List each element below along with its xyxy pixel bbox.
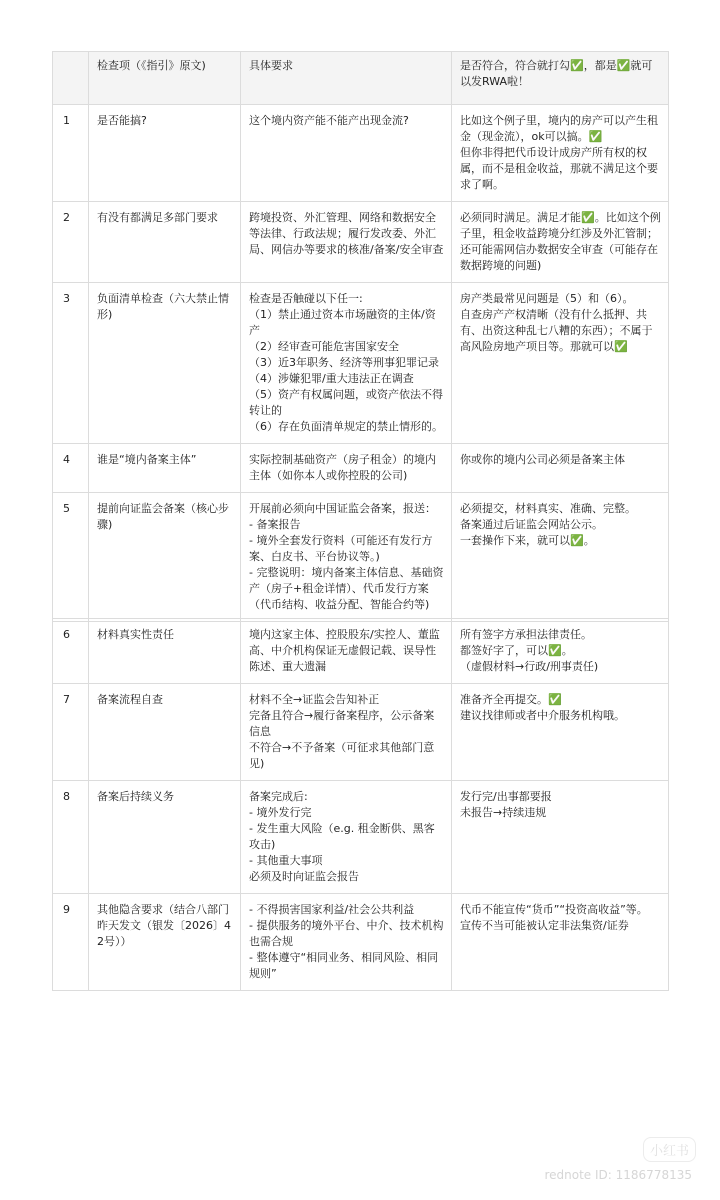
row-check: 必须提交，材料真实、准确、完整。 备案通过后证监会网站公示。 一套操作下来，就可以✅。 [452,493,669,622]
table-row [53,202,669,283]
row-number: 6 [53,619,89,684]
row-requirement: 这个境内资产能不能产出现金流? [241,105,452,202]
row-requirement: - 不得损害国家利益/社会公共利益 - 提供服务的境外平台、中介、技术机构也需合规 - 整体遵守“相同业务、相同风险、相同规则” [241,894,452,991]
checklist-table-part1 [52,51,669,622]
row-item: 其他隐含要求（结合八部门昨天发文（银发〔2026〕42号）） [89,894,241,991]
row-check: 所有签字方承担法律责任。 都签好字了，可以✅。 （虚假材料→行政/刑事责任) [452,619,669,684]
row-check: 准备齐全再提交。✅ 建议找律师或者中介服务机构哦。 [452,684,669,781]
row-item: 备案后持续义务 [89,781,241,894]
row-check: 发行完/出事都要报 未报告→持续违规 [452,781,669,894]
table-row [53,444,669,493]
table-header-row [53,52,669,105]
row-number: 5 [53,493,89,622]
watermark-id: rednote ID: 1186778135 [544,1168,692,1182]
header-item: 检查项（《指引》原文) [89,52,241,105]
row-item: 备案流程自查 [89,684,241,781]
row-check: 房产类最常见问题是（5）和（6）。 自查房产产权清晰（没有什么抵押、共有、出资这种乱七八糟的东西）；不属于高风险房地产项目等。那就可以✅ [452,283,669,444]
table-row [53,105,669,202]
row-requirement: 实际控制基础资产（房子租金）的境内主体（如你本人或你控股的公司) [241,444,452,493]
row-number: 7 [53,684,89,781]
table-row [53,493,669,622]
row-requirement: 材料不全→证监会告知补正 完备且符合→履行备案程序，公示备案信息 不符合→不予备案（可征求其他部门意见) [241,684,452,781]
header-num [53,52,89,105]
row-requirement: 跨境投资、外汇管理、网络和数据安全等法律、行政法规；履行发改委、外汇局、网信办等要求的核准/备案/安全审查 [241,202,452,283]
table-row [53,894,669,991]
row-item: 提前向证监会备案（核心步骤) [89,493,241,622]
table-row [53,283,669,444]
row-check: 代币不能宣传“货币”“投资高收益”等。 宣传不当可能被认定非法集资/证券 [452,894,669,991]
header-requirement: 具体要求 [241,52,452,105]
table-row [53,781,669,894]
checklist-table-part2 [52,618,669,991]
row-check: 比如这个例子里，境内的房产可以产生租金（现金流），ok可以搞。✅ 但你非得把代币设计成房产所有权的权属，而不是租金收益，那就不满足这个要求了啊。 [452,105,669,202]
row-number: 3 [53,283,89,444]
row-check: 必须同时满足。满足才能✅。比如这个例子里，租金收益跨境分红涉及外汇管制；还可能需网信办数据安全审查（可能存在数据跨境的问题) [452,202,669,283]
table-row [53,684,669,781]
row-requirement: 境内这家主体、控股股东/实控人、董监高、中介机构保证无虚假记载、误导性陈述、重大遗漏 [241,619,452,684]
row-number: 8 [53,781,89,894]
row-item: 负面清单检查（六大禁止情形) [89,283,241,444]
row-number: 1 [53,105,89,202]
row-check: 你或你的境内公司必须是备案主体 [452,444,669,493]
row-item: 有没有都满足多部门要求 [89,202,241,283]
watermark-logo: 小红书 [643,1137,696,1162]
row-requirement: 备案完成后: - 境外发行完 - 发生重大风险（e.g. 租金断供、黑客攻击) - 其他重大事项 必须及时向证监会报告 [241,781,452,894]
row-number: 9 [53,894,89,991]
row-number: 4 [53,444,89,493]
row-number: 2 [53,202,89,283]
row-requirement: 检查是否触碰以下任一: （1）禁止通过资本市场融资的主体/资产 （2）经审查可能危害国家安全 （3）近3年职务、经济等刑事犯罪记录 （4）涉嫌犯罪/重大违法正在调查 （5）资产有权属问题，或资产依法不得转让的 （6）存在负面清单规定的禁止情形的。 [241,283,452,444]
row-item: 谁是“境内备案主体” [89,444,241,493]
table-row [53,619,669,684]
row-item: 是否能搞? [89,105,241,202]
row-item: 材料真实性责任 [89,619,241,684]
row-requirement: 开展前必须向中国证监会备案，报送： - 备案报告 - 境外全套发行资料（可能还有发行方案、白皮书、平台协议等。) - 完整说明：境内备案主体信息、基础资产（房子+租金详情）、代币发行方案（代币结构、收益分配、智能合约等) [241,493,452,622]
header-check: 是否符合，符合就打勾✅，都是✅就可以发RWA啦！ [452,52,669,105]
